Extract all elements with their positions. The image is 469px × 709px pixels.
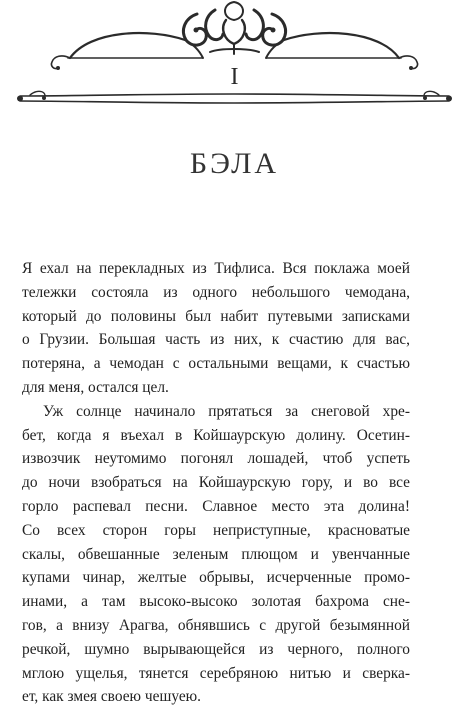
text-line: ет, как змея своею чешуею. (22, 688, 201, 706)
text-line: для меня, остался цел. (22, 378, 169, 396)
text-line: скалы, обвешанные зеленым плющом и увенчанные (22, 545, 410, 563)
text-line: тележки состояла из одного небольшого чемодана, (22, 283, 410, 301)
chapter-text (22, 257, 410, 709)
text-line: гов, а внизу Арагва, обнявшись с другой безымянной (22, 616, 410, 634)
text-line: потеряна, а чемодан с остальными вещами, к счастью (22, 355, 410, 373)
text-line: который до половины был набит путевыми записками (22, 307, 410, 325)
text-line: речкой, шумно вырывающейся из черного, полного (22, 640, 410, 658)
chapter-ornament (0, 0, 469, 112)
text-line: мглою ущелья, тянется серебряною нитью и сверка- (22, 664, 410, 682)
text-line: купами чинар, желтые обрывы, исчерченные промо- (22, 569, 410, 587)
text-line: Я ехал на перекладных из Тифлиса. Вся поклажа моей (22, 260, 410, 277)
text-line: извозчик неутомимо погонял лошадей, чтоб успеть (22, 450, 410, 468)
paragraph-2 (22, 400, 410, 709)
text-line: инами, а там высоко-высоко золотая бахрома сне- (22, 593, 410, 611)
text-line: о Грузии. Большая часть из них, к счастию для вас, (22, 331, 410, 349)
paragraph-1 (22, 257, 410, 400)
text-line: горло распевал песни. Славное место эта долина! (22, 497, 410, 515)
chapter-number: I (230, 64, 239, 90)
chapter-title: БЭЛА (189, 147, 280, 180)
text-line: до ночи взобраться на Койшаурскую гору, и во все (22, 474, 410, 492)
text-line: бет, когда я въехал в Койшаурскую долину. Осетин- (22, 426, 410, 444)
text-line: Уж солнце начинало прятаться за снеговой хре- (43, 402, 410, 420)
text-line: Со всех сторон горы неприступные, красноватые (22, 521, 410, 539)
